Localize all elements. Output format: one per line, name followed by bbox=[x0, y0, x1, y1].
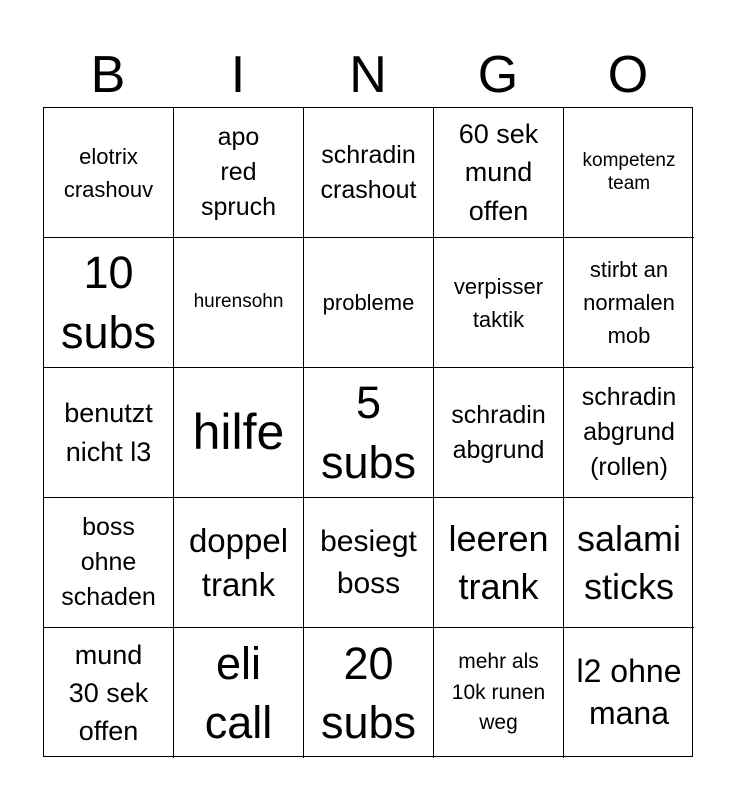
cell-text: schradin crashout bbox=[320, 140, 417, 204]
bingo-cell[interactable] bbox=[304, 368, 434, 498]
bingo-cell[interactable] bbox=[174, 108, 304, 238]
cell-text: besiegt boss bbox=[320, 524, 417, 600]
cell-text: mehr als 10k runen weg bbox=[451, 650, 546, 735]
bingo-cell[interactable] bbox=[44, 498, 174, 628]
bingo-cell[interactable] bbox=[564, 498, 694, 628]
bingo-cell[interactable] bbox=[304, 628, 434, 758]
cell-text: eli call bbox=[204, 637, 273, 748]
cell-text: mund 30 sek offen bbox=[68, 639, 149, 747]
cell-text: leeren trank bbox=[448, 517, 549, 607]
header-letter-i: I bbox=[230, 46, 246, 104]
bingo-cell[interactable] bbox=[44, 108, 174, 238]
cell-text: stirbt an normalen mob bbox=[583, 257, 675, 348]
bingo-cell[interactable] bbox=[564, 108, 694, 238]
cell-text: probleme bbox=[322, 290, 415, 315]
cell-text: 5 subs bbox=[320, 377, 417, 488]
bingo-cell[interactable] bbox=[434, 368, 564, 498]
bingo-cell[interactable] bbox=[564, 628, 694, 758]
bingo-cell[interactable] bbox=[44, 628, 174, 758]
bingo-cell[interactable] bbox=[304, 498, 434, 628]
cell-text: apo red spruch bbox=[200, 123, 277, 221]
cell-text: kompetenz team bbox=[582, 150, 676, 194]
cell-text: elotrix crashouv bbox=[63, 143, 154, 202]
cell-text: 10 subs bbox=[60, 247, 157, 358]
bingo-cell[interactable] bbox=[434, 238, 564, 368]
bingo-cell[interactable] bbox=[564, 368, 694, 498]
cell-text: hurensohn bbox=[193, 291, 284, 313]
cell-text: 20 subs bbox=[320, 637, 417, 748]
bingo-cell[interactable] bbox=[174, 368, 304, 498]
header-letter-b: B bbox=[90, 46, 126, 104]
bingo-cell[interactable] bbox=[174, 498, 304, 628]
bingo-cell[interactable] bbox=[174, 238, 304, 368]
bingo-cell[interactable] bbox=[434, 628, 564, 758]
cell-text: hilfe bbox=[192, 404, 285, 460]
bingo-cell[interactable] bbox=[564, 238, 694, 368]
bingo-cell[interactable] bbox=[434, 498, 564, 628]
bingo-cell[interactable] bbox=[304, 238, 434, 368]
cell-text: 60 sek mund offen bbox=[458, 119, 539, 226]
bingo-header bbox=[43, 42, 693, 108]
cell-text: doppel trank bbox=[188, 521, 289, 603]
header-letter-o: O bbox=[607, 46, 649, 104]
cell-text: l2 ohne mana bbox=[576, 653, 682, 731]
bingo-board bbox=[43, 107, 693, 757]
cell-text: salami sticks bbox=[576, 517, 682, 607]
bingo-cell[interactable] bbox=[174, 628, 304, 758]
header-letter-n: N bbox=[349, 46, 387, 104]
cell-text: verpisser taktik bbox=[453, 273, 544, 332]
cell-text: schradin abgrund bbox=[451, 400, 546, 464]
bingo-cell[interactable] bbox=[304, 108, 434, 238]
bingo-cell[interactable] bbox=[44, 368, 174, 498]
cell-text: schradin abgrund (rollen) bbox=[581, 383, 677, 481]
cell-text: boss ohne schaden bbox=[61, 513, 156, 611]
header-letter-g: G bbox=[477, 46, 519, 104]
cell-text: benutzt nicht l3 bbox=[64, 398, 153, 467]
bingo-cell[interactable] bbox=[434, 108, 564, 238]
bingo-cell[interactable] bbox=[44, 238, 174, 368]
